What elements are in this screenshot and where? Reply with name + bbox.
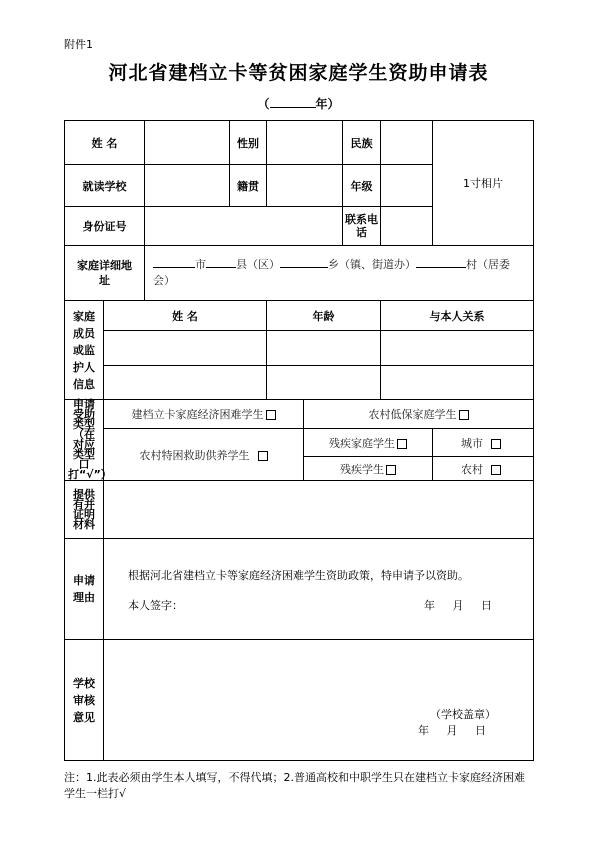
option-city[interactable] [433,429,534,457]
address-town: 乡（镇、街道办） [328,258,416,271]
option-registered-poor[interactable] [104,400,304,429]
disabled-family-checkbox[interactable] [397,439,407,449]
village-blank[interactable] [416,257,466,268]
address-city: 市 [195,258,206,271]
applicant-date: 年 月 日 [424,599,492,612]
gender-label: 性别 [230,121,267,165]
school-seal-label: （学校盖章） [430,708,496,721]
city-blank[interactable] [153,257,195,268]
id-number-label: 身份证号 [65,207,145,246]
rural-text: 农村 [461,462,483,476]
name-field[interactable] [145,121,230,165]
id-number-field[interactable] [145,207,343,246]
review-date: 年 月 日 [418,724,486,737]
registered-poor-text: 建档立卡家庭经济困难学生 [131,408,264,421]
member-1-age[interactable] [267,331,381,366]
registered-poor-checkbox[interactable] [266,410,276,420]
member-relation-header: 与本人关系 [381,301,534,331]
option-rural-low-income[interactable] [304,400,534,429]
form-title: 河北省建档立卡等贫困家庭学生资助申请表 [108,62,489,84]
year-suffix: 年） [315,97,340,111]
contact-phone-field[interactable] [381,207,433,246]
city-checkbox[interactable] [491,439,501,449]
contact-phone-label: 联系电话 [343,207,381,246]
address-village: 村（居委会） [153,258,510,287]
option-disabled-student[interactable] [304,457,433,481]
disabled-family-text: 残疾家庭学生 [329,436,395,450]
town-blank[interactable] [280,257,328,268]
application-form-table [64,120,534,761]
ethnicity-field[interactable] [381,121,433,165]
aid-type-label: 申请受助类型（在对应类型口打“√”） [65,400,104,481]
year-blank[interactable] [270,96,316,108]
footnote: 注：1.此表必须由学生本人填写，不得代填；2.普通高校和中职学生只在建档立卡家庭经济困难学生一栏打√ [64,771,525,800]
option-rural-special-support[interactable] [104,429,304,481]
native-place-label: 籍贯 [230,165,267,207]
review-field[interactable] [104,640,534,761]
reason-text: 根据河北省建档立卡等家庭经济困难学生资助政策，特申请予以资助。 [128,569,469,582]
attachment-label: 附件1 [64,38,93,51]
member-name-header: 姓 名 [104,301,267,331]
rural-low-income-text: 农村低保家庭学生 [368,408,457,421]
review-label: 学校审核意见 [65,640,104,761]
home-address-field[interactable] [145,246,534,301]
year-open-paren: （ [257,97,270,111]
proof-field[interactable] [104,481,534,539]
reason-field[interactable] [104,539,534,640]
disabled-student-text: 残疾学生 [340,462,384,476]
year-line [0,95,597,112]
option-rural[interactable] [433,457,534,481]
member-2-age[interactable] [267,366,381,400]
member-age-header: 年龄 [267,301,381,331]
city-text: 城市 [461,436,483,450]
disabled-student-checkbox[interactable] [386,465,396,475]
rural-low-income-checkbox[interactable] [459,410,469,420]
member-1-name[interactable] [104,331,267,366]
signature-label: 本人签字： [128,599,183,612]
grade-label: 年级 [343,165,381,207]
family-members-label: 家庭成员或监护人信息 [65,301,104,400]
rural-special-support-text: 农村特困救助供养学生 [139,448,250,462]
name-label: 姓 名 [65,121,145,165]
photo-placeholder: 1寸相片 [433,121,534,246]
home-address-label: 家庭详细地 址 [65,246,145,301]
rural-checkbox[interactable] [491,465,501,475]
native-place-field[interactable] [267,165,343,207]
ethnicity-label: 民族 [343,121,381,165]
member-2-name[interactable] [104,366,267,400]
rural-special-support-checkbox[interactable] [258,451,268,461]
grade-field[interactable] [381,165,433,207]
member-2-relation[interactable] [381,366,534,400]
school-field[interactable] [145,165,230,207]
proof-label: 提供有并证明材料 [65,481,104,539]
member-1-relation[interactable] [381,331,534,366]
county-blank[interactable] [206,257,236,268]
address-county: 县（区） [236,258,280,271]
gender-field[interactable] [267,121,343,165]
school-label: 就读学校 [65,165,145,207]
option-disabled-family[interactable] [304,429,433,457]
reason-label: 申请理由 [65,539,104,640]
